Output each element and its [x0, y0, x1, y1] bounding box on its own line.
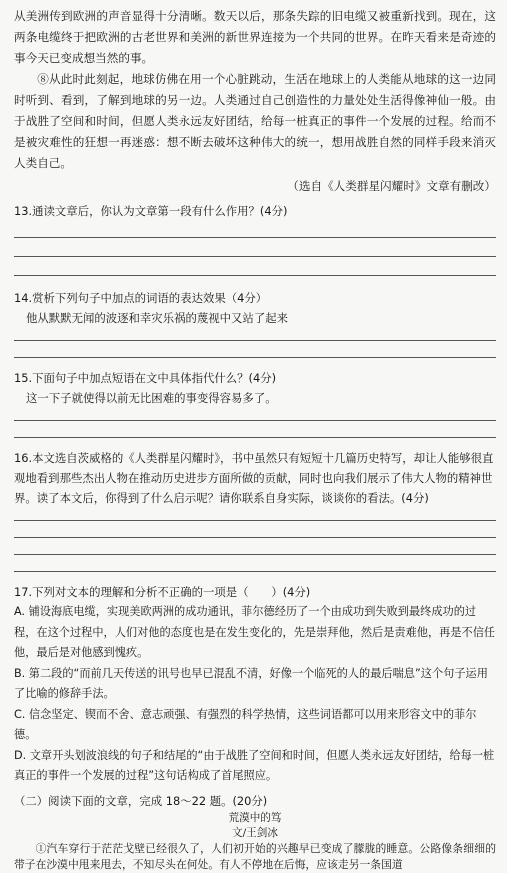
- question-13: 13.通读文章后，你认为文章第一段有什么作用？(4分): [14, 204, 288, 218]
- question-14: 14.赏析下列句子中加点的词语的表达效果（4分）: [14, 291, 268, 305]
- passage-paragraph-top: 从美洲传到欧洲的声音显得十分清晰。数天以后，那条失踪的旧电缆又被重新找到。现在，这两条电缆终于把欧洲的古老世界和美洲的新世界连接为一个共同的世界。在昨天看来是奇迹的事今天已变成想当然的事。: [14, 9, 496, 65]
- option-c: C. 信念坚定、锲而不舍、意志顽强、有强烈的科学热情，这些词语都可以用来形容文中的菲尔德。: [14, 707, 477, 741]
- article-paragraph-1: ①汽车穿行于茫茫戈壁已经很久了，人们初开始的兴趣早已变成了朦胧的睡意。公路像条细细的带子在沙漠中甩来甩去，不知尽头在何处。有人不停地在后悔，应该走另一条国道: [14, 841, 496, 871]
- question-15: 15.下面句子中加点短语在文中具体指代什么？(4分): [14, 371, 277, 385]
- option-a: A. 铺设海底电缆，实现美欧两洲的成功通讯，菲尔德经历了一个由成功到失败到最终成功的过程，在这个过程中，人们对他的态度也是在发生变化的，先是崇拜他，然后是责难他，再是不信任他，最后是对他感到愧疚。: [14, 605, 496, 659]
- passage-paragraph-8: ⑧从此时此刻起，地球仿佛在用一个心脏跳动，生活在地球上的人类能从地球的这一边同时听到、看到，了解到地球的另一边。人类通过自己创造性的力量处处生活得像神仙一般。由于战胜了空间和时间，但愿人类永远友好团结，给每一桩真正的事件一个发展的过程。给而不是被灾难性的狂想一再迷惑：想不断去破坏这种伟大的统一，想用战胜自然的同样手段来消灭人类自己。: [14, 72, 496, 170]
- section-2-heading: （二）阅读下面的文章，完成 18～22 题。(20分): [14, 793, 268, 808]
- exam-page: [14, 6, 496, 873]
- question-14-sentence: 他从默默无闻的波逐和幸灾乐祸的蔑视中又站了起来: [26, 311, 288, 325]
- passage-source: （选自《人类群星闪耀时》文章有删改）: [287, 179, 496, 193]
- option-b: B. 第二段的“而前几天传送的讯号也早已混乱不清，好像一个临死的人的最后喘息”这个句子运用了比喻的修辞手法。: [14, 666, 488, 700]
- question-17: 17.下列对文本的理解和分析不正确的一项是（ ）(4分): [14, 585, 311, 599]
- article-author: 文/王剑冰: [232, 826, 278, 839]
- article-title: 荒漠中的笃: [228, 811, 282, 824]
- question-16: 16.本文选自茨威格的《人类群星闪耀时》，书中虽然只有短短十几篇历史特写，却让人能够很直观地看到那些杰出人物在推动历史进步方面所做的贡献，同时也向我们展示了伟大人物的精神世界。读了本文后，你得到了什么启示呢？请你联系自身实际，谈谈你的看法。(4分): [14, 451, 494, 505]
- question-15-sentence: 这一下子就使得以前无比困难的事变得容易多了。: [26, 391, 277, 405]
- option-d: D. 文章开头划波浪线的句子和结尾的“由于战胜了空间和时间，但愿人类永远友好团结，给每一桩真正的事件一个发展的过程”这句话构成了首尾照应。: [14, 748, 495, 782]
